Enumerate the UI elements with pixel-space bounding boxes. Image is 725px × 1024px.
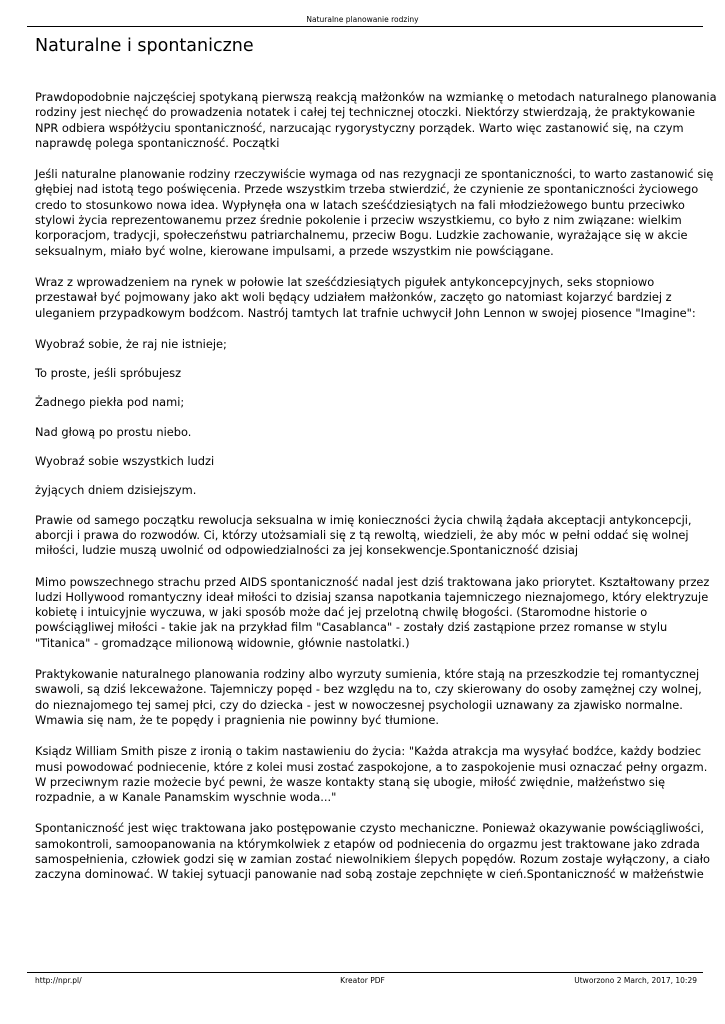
lyric-line: To proste, jeśli spróbujesz <box>35 366 182 381</box>
paragraph: Ksiądz William Smith pisze z ironią o takim nastawieniu do życia: "Każda atrakcja ma wysyłać bodźce, każdy bodziec musi powodować podniecenie, które z kolei musi zostać zaspokojone, a to zaspokojenie musi oznaczać pełny orgazm. W przeciwnym razie możecie być pewni, że wasze kontakty staną się ubogie, miłość zwiędnie, małżeństwo się rozpadnie, a w Kanale Panamskim wyschnie woda..." <box>35 744 708 805</box>
footer-created-date: Utworzono 2 March, 2017, 10:29 <box>574 976 697 985</box>
paragraph: Prawdopodobnie najczęściej spotykaną pierwszą reakcją małżonków na wzmiankę o metodach naturalnego planowania rodziny jest niechęć do prowadzenia notatek i całej tej technicznej otoczki. Niektórzy stwierdzają, że praktykowanie NPR odbiera współżyciu spontaniczność, narzucając rygorystyczny porządek. Warto więc zastanowić się, na czym naprawdę polega spontaniczność. Początki <box>35 90 717 150</box>
running-header: Naturalne planowanie rodziny <box>306 15 419 24</box>
footer-generator: Kreator PDF <box>340 976 385 985</box>
page-title: Naturalne i spontaniczne <box>35 36 254 56</box>
header-divider <box>27 26 703 27</box>
paragraph: Mimo powszechnego strachu przed AIDS spontaniczność nadal jest dziś traktowana jako priorytet. Kształtowany przez ludzi Hollywood romantyczny ideał miłości to dzisiaj szansa napotkania tajemniczego nieznajomego, który elektryzuje kobietę i intuicyjnie wyczuwa, w jaki sposób może dać jej przelotną chwilę błogości. (Staromodne historie o powściągliwej miłości - takie jak na przykład film "Casablanca" - zostały dziś zastąpione przez romanse w stylu "Titanica" - gromadzące milionową widownie, głównie nastolatki.) <box>35 574 710 650</box>
paragraph: Spontaniczność jest więc traktowana jako postępowanie czysto mechaniczne. Ponieważ okazywanie powściągliwości, samokontroli, samoopanowania na którymkolwiek z etapów od podniecenia do orgazmu jest traktowane jako zdrada samospełnienia, człowiek godzi się w zamian zostać niewolnikiem ślepych popędów. Rozum zostaje wyłączony, a ciało zaczyna dominować. W takiej sytuacji panowanie nad sobą zostaje zepchnięte w cień.Spontaniczność w małżeństwie <box>35 821 710 882</box>
paragraph: Praktykowanie naturalnego planowania rodziny albo wyrzuty sumienia, które stają na przeszkodzie tej romantycznej swawoli, są dziś lekceważone. Tajemniczy popęd - bez względu na to, czy skierowany do osoby zamężnej czy wolnej, do nieznajomego tej samej płci, czy do dziecka - jest w nowoczesnej psychologii uznawany za zjawisko normalne. Wmawia się nam, że te popędy i pragnienia nie powinny być tłumione. <box>35 667 702 727</box>
footer-url: http://npr.pl/ <box>35 976 82 985</box>
paragraph: Wraz z wprowadzeniem na rynek w połowie lat sześćdziesiątych pigułek antykoncepcyjnych, seks stopniowo przestawał być pojmowany jako akt woli będący udziałem małżonków, zaczęto go natomiast kojarzyć bardziej z uleganiem przypadkowym bodźcom. Nastrój tamtych lat trafnie uchwycił John Lennon w swojej piosence "Imagine": <box>35 274 696 320</box>
lyric-line: żyjących dniem dzisiejszym. <box>35 483 197 498</box>
lyric-line: Żadnego piekła pod nami; <box>35 395 185 410</box>
lyric-line: Nad głową po prostu niebo. <box>35 424 192 439</box>
paragraph: Jeśli naturalne planowanie rodziny rzeczywiście wymaga od nas rezygnacji ze spontaniczności, to warto zastanowić się głębiej nad istotą tego poświęcenia. Przede wszystkim trzeba stwierdzić, że czynienie ze spontaniczności życiowego credo to stosunkowo nowa idea. Wypłynęła ona w latach sześćdziesiątych na fali młodzieżowego buntu przeciwko stylowi życia reprezentowanemu przez średnie pokolenie i przeciw wszystkiemu, co było z nim związane: wielkim korporacjom, tradycji, społeczeństwu patriarchalnemu, przeciw Bogu. Ludzkie zachowanie, wyrażające się w akcie seksualnym, miało być wolne, kierowane impulsami, a przede wszystkim nie powściągane. <box>35 167 714 258</box>
paragraph: Prawie od samego początku rewolucja seksualna w imię konieczności życia chwilą żądała akceptacji antykoncepcji, aborcji i prawa do rozwodów. Ci, którzy utożsamiali się z tą rewoltą, wiedzieli, że aby móc w pełni oddać się wolnej miłości, ludzie muszą uwolnić od odpowiedzialności za jej konsekwencje.Spontaniczność dzisiaj <box>35 512 692 558</box>
article-body <box>35 90 719 899</box>
lyric-line: Wyobraź sobie wszystkich ludzi <box>35 454 215 469</box>
lyric-line: Wyobraź sobie, że raj nie istnieje; <box>35 336 227 351</box>
footer-divider <box>27 972 703 973</box>
